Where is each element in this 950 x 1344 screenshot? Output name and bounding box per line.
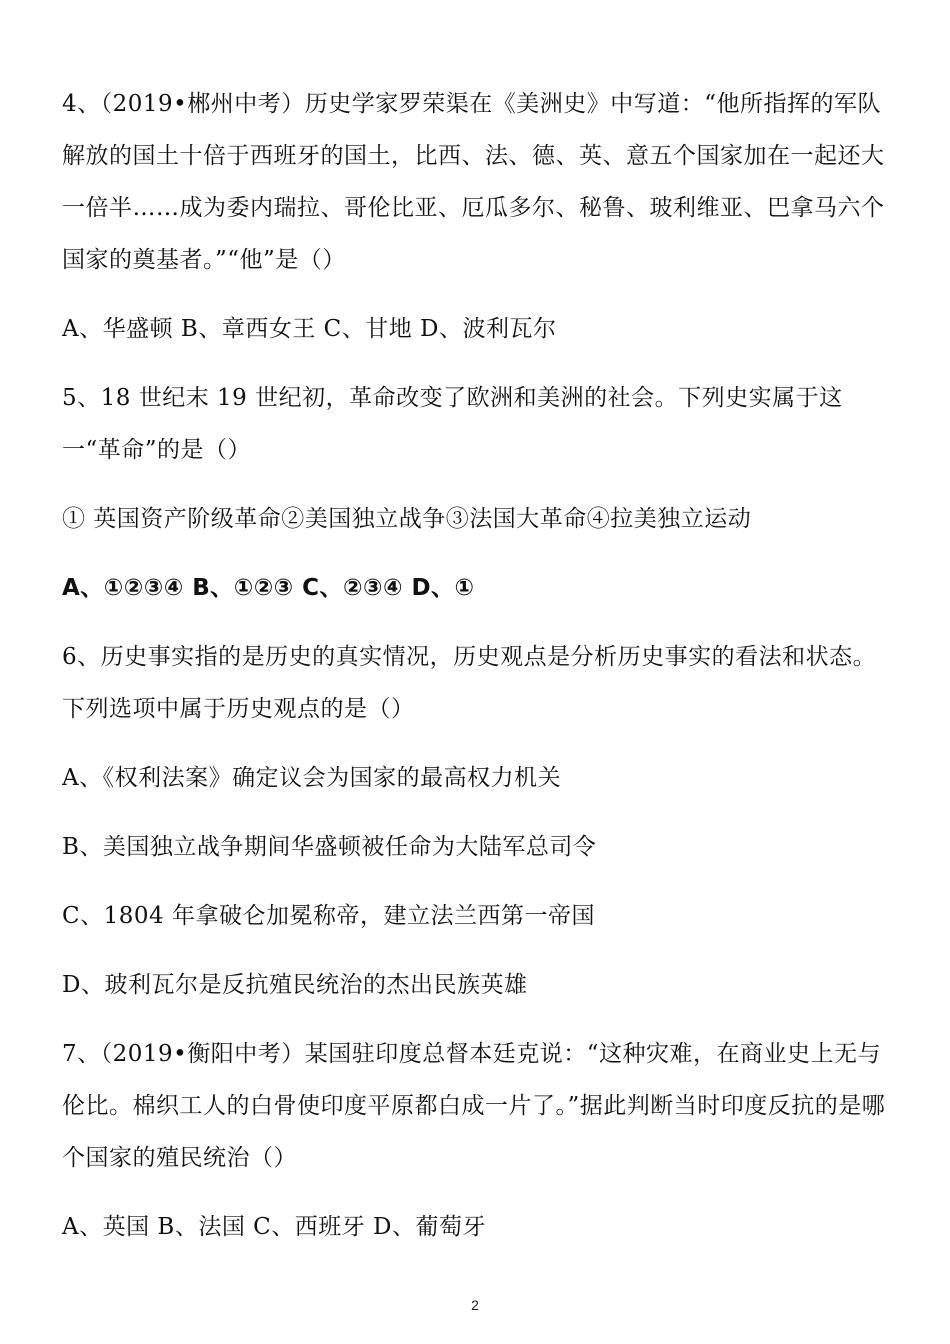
question-4-stem: 4、（2019•郴州中考）历史学家罗荣渠在《美洲史》中写道：“他所指挥的军队解放的国土十倍于西班牙的国土，比西、法、德、英、意五个国家加在一起还大一倍半……成为委内瑞拉、哥伦比亚、厄瓜多尔、秘鲁、玻利维亚、巴拿马六个国家的奠基者。”“他”是（） <box>62 91 885 273</box>
question-6-option-d: D、玻利瓦尔是反抗殖民统治的杰出民族英雄 <box>62 972 528 998</box>
question-5-options: A、①②③④ B、①②③ C、②③④ D、① <box>62 575 475 601</box>
question-4-options: A、华盛顿 B、章西女王 C、甘地 D、波利瓦尔 <box>62 316 557 342</box>
document-page <box>62 78 897 1270</box>
page-number: 2 <box>471 1297 479 1313</box>
question-7-options: A、英国 B、法国 C、西班牙 D、葡萄牙 <box>62 1214 486 1240</box>
question-5-stem: 5、18 世纪末 19 世纪初，革命改变了欧洲和美洲的社会。下列史实属于这一“革命”的是（） <box>62 385 843 463</box>
question-6-option-a: A、《权利法案》确定议会为国家的最高权力机关 <box>62 765 562 791</box>
question-6-option-b: B、美国独立战争期间华盛顿被任命为大陆军总司令 <box>62 834 597 860</box>
question-7-stem: 7、（2019•衡阳中考）某国驻印度总督本廷克说：“这种灾难，在商业史上无与伦比。棉织工人的白骨使印度平原都白成一片了。”据此判断当时印度反抗的是哪个国家的殖民统治（） <box>62 1041 886 1171</box>
question-5-items: ① 英国资产阶级革命②美国独立战争③法国大革命④拉美独立运动 <box>62 506 752 532</box>
question-6-stem: 6、历史事实指的是历史的真实情况，历史观点是分析历史事实的看法和状态。下列选项中属于历史观点的是（） <box>62 644 877 722</box>
question-6-option-c: C、1804 年拿破仑加冕称帝，建立法兰西第一帝国 <box>62 903 595 929</box>
